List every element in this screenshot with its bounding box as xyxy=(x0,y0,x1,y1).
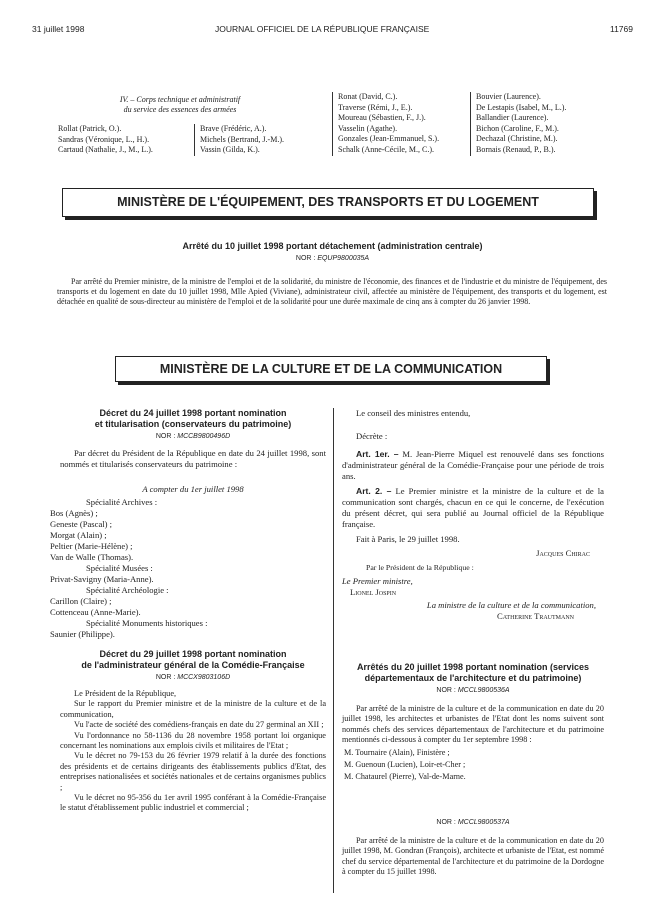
decret1-title-line2: et titularisation (conservateurs du patrimoine) xyxy=(94,419,292,429)
spec-monuments: Spécialité Monuments historiques : xyxy=(86,618,208,628)
list-item: Schalk (Anne-Cécile, M., C.). xyxy=(338,144,434,154)
musees-list xyxy=(50,574,326,585)
spec-musees: Spécialité Musées : xyxy=(86,563,153,573)
monuments-list xyxy=(50,629,326,640)
list-item: Geneste (Pascal) ; xyxy=(50,519,113,529)
nor-label: NOR : xyxy=(436,687,456,694)
decret2-title-line2: de l'administrateur général de la Comédie-Française xyxy=(81,660,305,670)
list-item: Bouvier (Laurence). xyxy=(476,92,541,101)
header-date: 31 juillet 1998 xyxy=(32,24,85,34)
nor-code: EQUP9800035A xyxy=(317,255,370,262)
list-item: Morgat (Alain) ; xyxy=(50,530,107,540)
list-item: Ballandier (Laurence). xyxy=(476,113,549,122)
spec-archeologie: Spécialité Archéologie : xyxy=(86,585,169,595)
min-name: Catherine Trautmann xyxy=(497,611,574,621)
arrete2-body: Par arrêté de la ministre de la culture et de la communication en date du 20 juillet 1998, les architectes et urbanistes de l'Etat dont les noms suivent sont nommés chefs des services départementaux de l'architecture et du patrimoine mentionnés ci-dessous à compter du 1er septembre 1998 : xyxy=(342,704,604,744)
list-item: Gonzales (Jean-Emmanuel, S.). xyxy=(338,134,440,143)
list-item: Sandras (Véronique, L., H.). xyxy=(58,134,150,144)
list-item: Bichon (Caroline, F., M.). xyxy=(476,123,559,133)
decrete-line: Décrète : xyxy=(356,431,388,441)
nor-label: NOR : xyxy=(155,674,176,681)
list-item: Vasselin (Agathe). xyxy=(338,123,398,133)
decret2-body xyxy=(60,689,326,814)
corps-title-line2: du service des essences des armées xyxy=(123,105,237,114)
decret1-date-line: A compter du 1er juillet 1998 xyxy=(142,484,244,494)
nor-code: MCCB9800496D xyxy=(177,433,231,440)
list-item: Vassin (Gilda, K.). xyxy=(200,145,260,154)
list-item: Cottenceau (Anne-Marie). xyxy=(50,607,141,617)
article-2-label: Art. 2. – xyxy=(356,486,392,496)
nor-label: NOR : xyxy=(436,819,456,827)
pm-name: Lionel Jospin xyxy=(350,587,397,597)
decret2-para: Vu l'ordonnance no 58-1136 du 28 novembre 1958 portant loi organique concernant les nominations aux emplois civils et militaires de l'Etat ; xyxy=(60,730,326,751)
ministry-equipement-banner: MINISTÈRE DE L'ÉQUIPEMENT, DES TRANSPORTS ET DU LOGEMENT xyxy=(62,188,594,217)
archeo-list xyxy=(50,596,326,618)
min-title: La ministre de la culture et de la communication, xyxy=(426,600,596,610)
journal-title: JOURNAL OFFICIEL DE LA RÉPUBLIQUE FRANÇAISE xyxy=(215,24,430,34)
pm-title: Le Premier ministre, xyxy=(342,576,413,586)
list-item: Dechazal (Christine, M.). xyxy=(476,134,558,143)
arrete2-title-line2: départementaux de l'architecture et du patrimoine) xyxy=(364,673,582,683)
decret2-nor xyxy=(60,674,326,681)
signataire: Jacques Chirac xyxy=(536,548,590,558)
decret2-para: Vu le décret no 79-153 du 26 février 1979 relatif à la durée des fonctions des présidents et de certains dirigeants des établissements publics d'Etat, des entreprises nationalisées et sociétés nationales et de certains organismes publics ; xyxy=(60,751,326,792)
article-2-text: Le Premier ministre et la ministre de la culture et de la communication sont chargés, chacun en ce qui le concerne, de l'exécution du présent décret, qui sera publié au Journal officiel de la République française. xyxy=(342,486,604,529)
decret2-para: Vu le décret no 95-356 du 1er avril 1995 conférant à la Comédie-Française le statut d'établissement public industriel et commercial ; xyxy=(60,793,326,813)
corps-title-line1: IV. – Corps technique et administratif xyxy=(119,95,241,104)
arrete3-nor xyxy=(342,819,604,826)
par-le-president: Par le Président de la République : xyxy=(366,563,474,572)
top-col4 xyxy=(476,92,566,155)
arrete1-body: Par arrêté du Premier ministre, de la ministre de l'emploi et de la solidarité, du ministre de l'économie, des finances et de l'industrie et du ministre de l'équipement, des transports et du logement en date du 10 juillet 1998, Mlle Apied (Viviane), administrateur civil, affectée au ministère de l'équipement, des transports et du logement, est détachée en qualité de sous-directeur au ministère de l'emploi et de la solidarité pour une durée maximale de cinq ans à compter du 26 janvier 1998. xyxy=(57,277,607,306)
decret2-para: Vu l'acte de société des comédiens-français en date du 27 germinal an XII ; xyxy=(74,720,324,730)
right-column xyxy=(342,408,604,877)
decret2-para: Sur le rapport du Premier ministre et de la ministre de la culture et de la communication, xyxy=(60,699,326,719)
list-item: Cartaud (Nathalie, J., M., L.). xyxy=(58,145,153,154)
article-2 xyxy=(342,486,604,530)
top-col1 xyxy=(58,124,153,156)
list-item: Saunier (Philippe). xyxy=(50,629,115,639)
conseil-line: Le conseil des ministres entendu, xyxy=(356,408,471,418)
list-item: Ronat (David, C.). xyxy=(338,92,398,101)
article-1 xyxy=(342,449,604,482)
nor-label: NOR : xyxy=(155,433,176,440)
arrete1-title: Arrêté du 10 juillet 1998 portant détachement (administration centrale) xyxy=(182,241,483,251)
list-item: Brave (Frédéric, A.). xyxy=(200,124,267,133)
fait-line: Fait à Paris, le 29 juillet 1998. xyxy=(356,534,460,544)
nor-label: NOR : xyxy=(295,255,316,262)
list-item: Traverse (Rémi, J., E.). xyxy=(338,102,413,112)
nor-code: MCCL9800537A xyxy=(457,819,510,827)
list-item: Van de Walle (Thomas). xyxy=(50,552,134,562)
list-item: Moureau (Sébastien, F., J.). xyxy=(338,113,426,122)
top-col3 xyxy=(338,92,439,155)
list-item: Privat-Savigny (Maria-Anne). xyxy=(50,574,154,584)
nor-code: MCCL9800536A xyxy=(457,687,510,694)
article-1-text: M. Jean-Pierre Miquel est renouvelé dans ses fonctions d'administrateur général de la Comédie-Française pour une période de trois ans. xyxy=(342,449,604,481)
list-item: M. Chataurel (Pierre), Val-de-Marne. xyxy=(344,772,466,782)
corps-title xyxy=(80,95,280,115)
top-col2 xyxy=(200,124,284,156)
decret2-title-line1: Décret du 29 juillet 1998 portant nomination xyxy=(99,649,287,659)
list-item: M. Guenoun (Lucien), Loir-et-Cher ; xyxy=(344,760,466,770)
decret1 xyxy=(50,408,326,814)
arrete2-list xyxy=(342,747,604,783)
list-item: Bos (Agnès) ; xyxy=(50,508,98,518)
arrete3-body: Par arrêté de la ministre de la culture et de la communication en date du 20 juillet 1998, M. Gondran (François), architecte et urbaniste de l'Etat, est nommé chef du service départemental de l'architecture et du patrimoine de la Dordogne à compter du 15 juillet 1998. xyxy=(342,836,604,877)
page-number: 11769 xyxy=(609,24,633,34)
decret1-body: Par décret du Président de la République en date du 24 juillet 1998, sont nommés et titularisés conservateurs du patrimoine : xyxy=(60,448,326,469)
decret1-nor xyxy=(60,433,326,440)
article-1-label: Art. 1er. – xyxy=(356,449,399,459)
list-item: Michels (Bertrand, J.-M.). xyxy=(200,134,284,144)
decret2-para: Le Président de la République, xyxy=(74,689,177,698)
spec-archives: Spécialité Archives : xyxy=(86,497,158,507)
arrete1-nor xyxy=(60,255,605,262)
list-item: M. Tournaire (Alain), Finistère ; xyxy=(344,748,450,758)
list-item: Peltier (Marie-Hélène) ; xyxy=(50,541,133,551)
arrete2-nor xyxy=(342,687,604,694)
decret1-title-line1: Décret du 24 juillet 1998 portant nomination xyxy=(99,408,287,418)
list-item: Bornais (Renaud, P., B.). xyxy=(476,144,556,154)
list-item: Rollat (Patrick, O.). xyxy=(58,124,122,133)
nor-code: MCCX9803106D xyxy=(177,674,231,681)
list-item: De Lestapis (Isabel, M., L.). xyxy=(476,102,567,112)
arrete2-title-line1: Arrêtés du 20 juillet 1998 portant nomination (services xyxy=(356,662,590,672)
list-item: Carillon (Claire) ; xyxy=(50,596,112,606)
ministry-culture-banner: MINISTÈRE DE LA CULTURE ET DE LA COMMUNICATION xyxy=(115,356,547,382)
archives-list xyxy=(50,508,326,563)
